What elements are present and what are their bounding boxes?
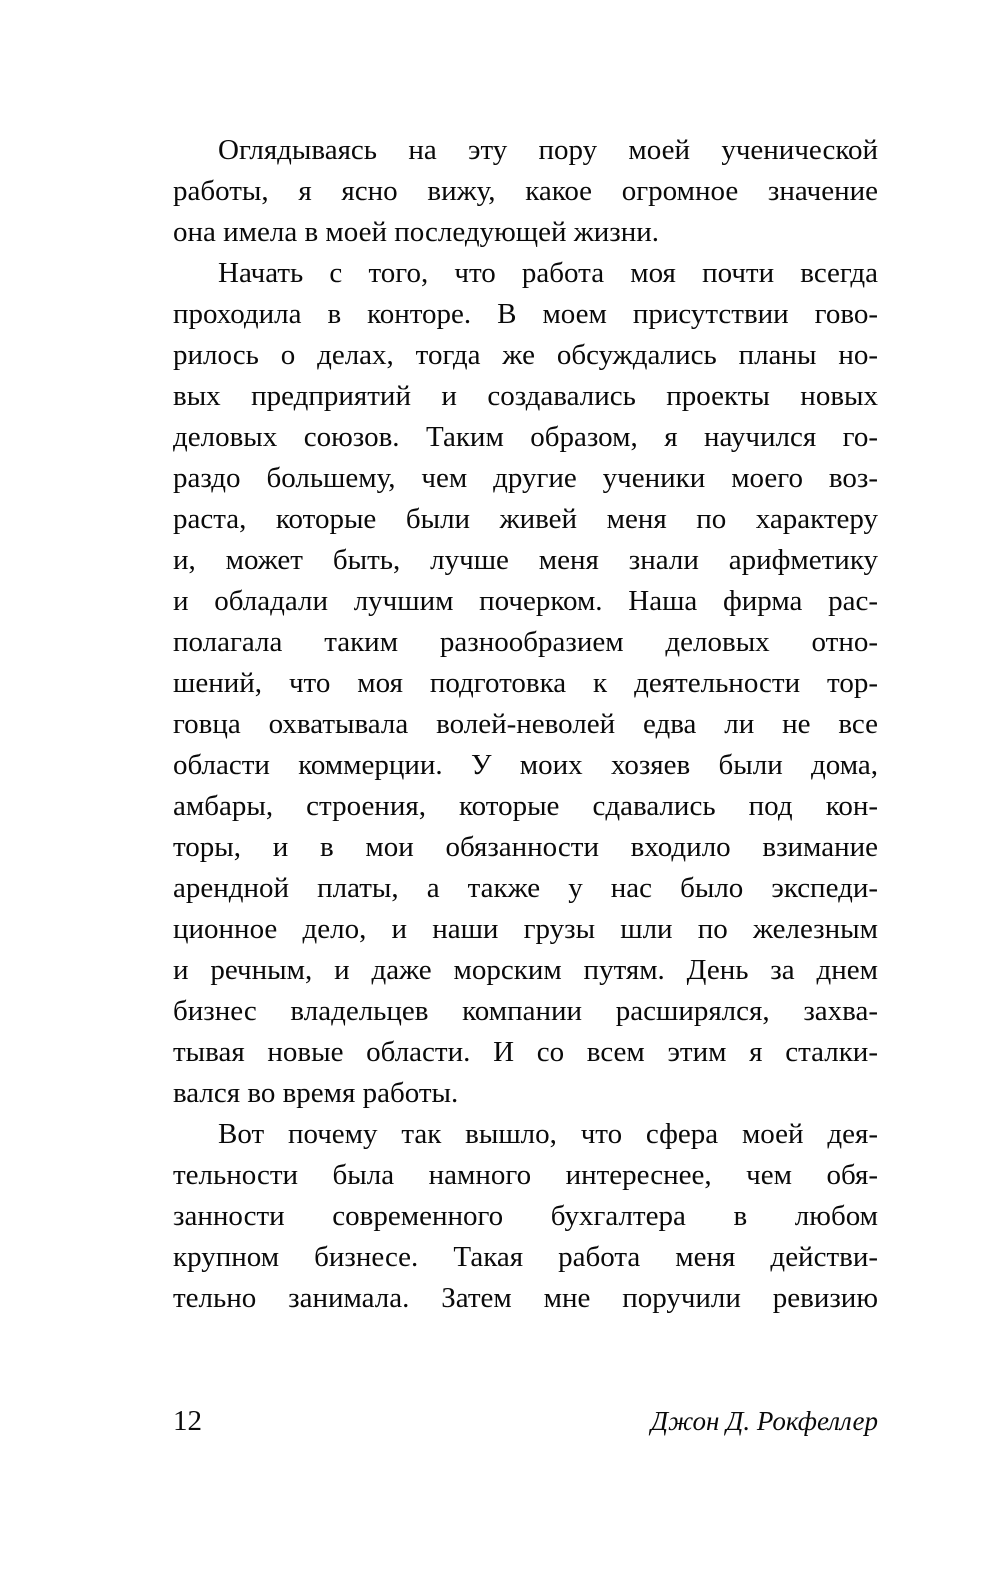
page-footer xyxy=(173,1406,878,1438)
text-line: Вот почему так вышло, что сфера моей дея- xyxy=(218,1118,878,1150)
text-line: вался во время работы. xyxy=(173,1077,459,1109)
text-line: крупном бизнесе. Такая работа меня действи- xyxy=(173,1241,878,1273)
text-line: Оглядываясь на эту пору моей ученической xyxy=(218,134,878,166)
text-line: и обладали лучшим почерком. Наша фирма рас- xyxy=(173,585,878,617)
text-line: говца охватывала волей-неволей едва ли не все xyxy=(173,708,878,740)
running-title: Джон Д. Рокфеллер xyxy=(650,1406,878,1436)
text-line: полагала таким разнообразием деловых отно- xyxy=(173,626,878,658)
text-line: торы, и в мои обязанности входило взимание xyxy=(173,831,878,863)
text-line: проходила в конторе. В моем присутствии гово- xyxy=(173,298,878,330)
text-line: шений, что моя подготовка к деятельности тор- xyxy=(173,667,878,699)
text-line: области коммерции. У моих хозяев были дома, xyxy=(173,749,878,781)
text-line: и речным, и даже морским путям. День за днем xyxy=(173,954,878,986)
body-text xyxy=(173,130,878,1319)
text-line: раста, которые были живей меня по характеру xyxy=(173,503,878,535)
text-line: занности современного бухгалтера в любом xyxy=(173,1200,878,1232)
text-line: и, может быть, лучше меня знали арифметику xyxy=(173,544,878,576)
text-line: арендной платы, а также у нас было экспеди- xyxy=(173,872,878,904)
text-line: ционное дело, и наши грузы шли по железным xyxy=(173,913,878,945)
text-line: амбары, строения, которые сдавались под кон- xyxy=(173,790,878,822)
text-line: Начать с того, что работа моя почти всегда xyxy=(218,257,878,289)
text-line: вых предприятий и создавались проекты новых xyxy=(173,380,878,412)
text-line: тельности была намного интереснее, чем обя- xyxy=(173,1159,878,1191)
text-line: раздо большему, чем другие ученики моего воз- xyxy=(173,462,878,494)
page-number: 12 xyxy=(173,1405,202,1437)
text-line: рилось о делах, тогда же обсуждались планы но- xyxy=(173,339,878,371)
text-line: работы, я ясно вижу, какое огромное значение xyxy=(173,175,878,207)
text-line: бизнес владельцев компании расширялся, захва- xyxy=(173,995,878,1027)
text-line: деловых союзов. Таким образом, я научился го- xyxy=(173,421,878,453)
text-line: тельно занимала. Затем мне поручили ревизию xyxy=(173,1282,878,1314)
text-line: тывая новые области. И со всем этим я сталки- xyxy=(173,1036,878,1068)
text-line: она имела в моей последующей жизни. xyxy=(173,216,660,248)
